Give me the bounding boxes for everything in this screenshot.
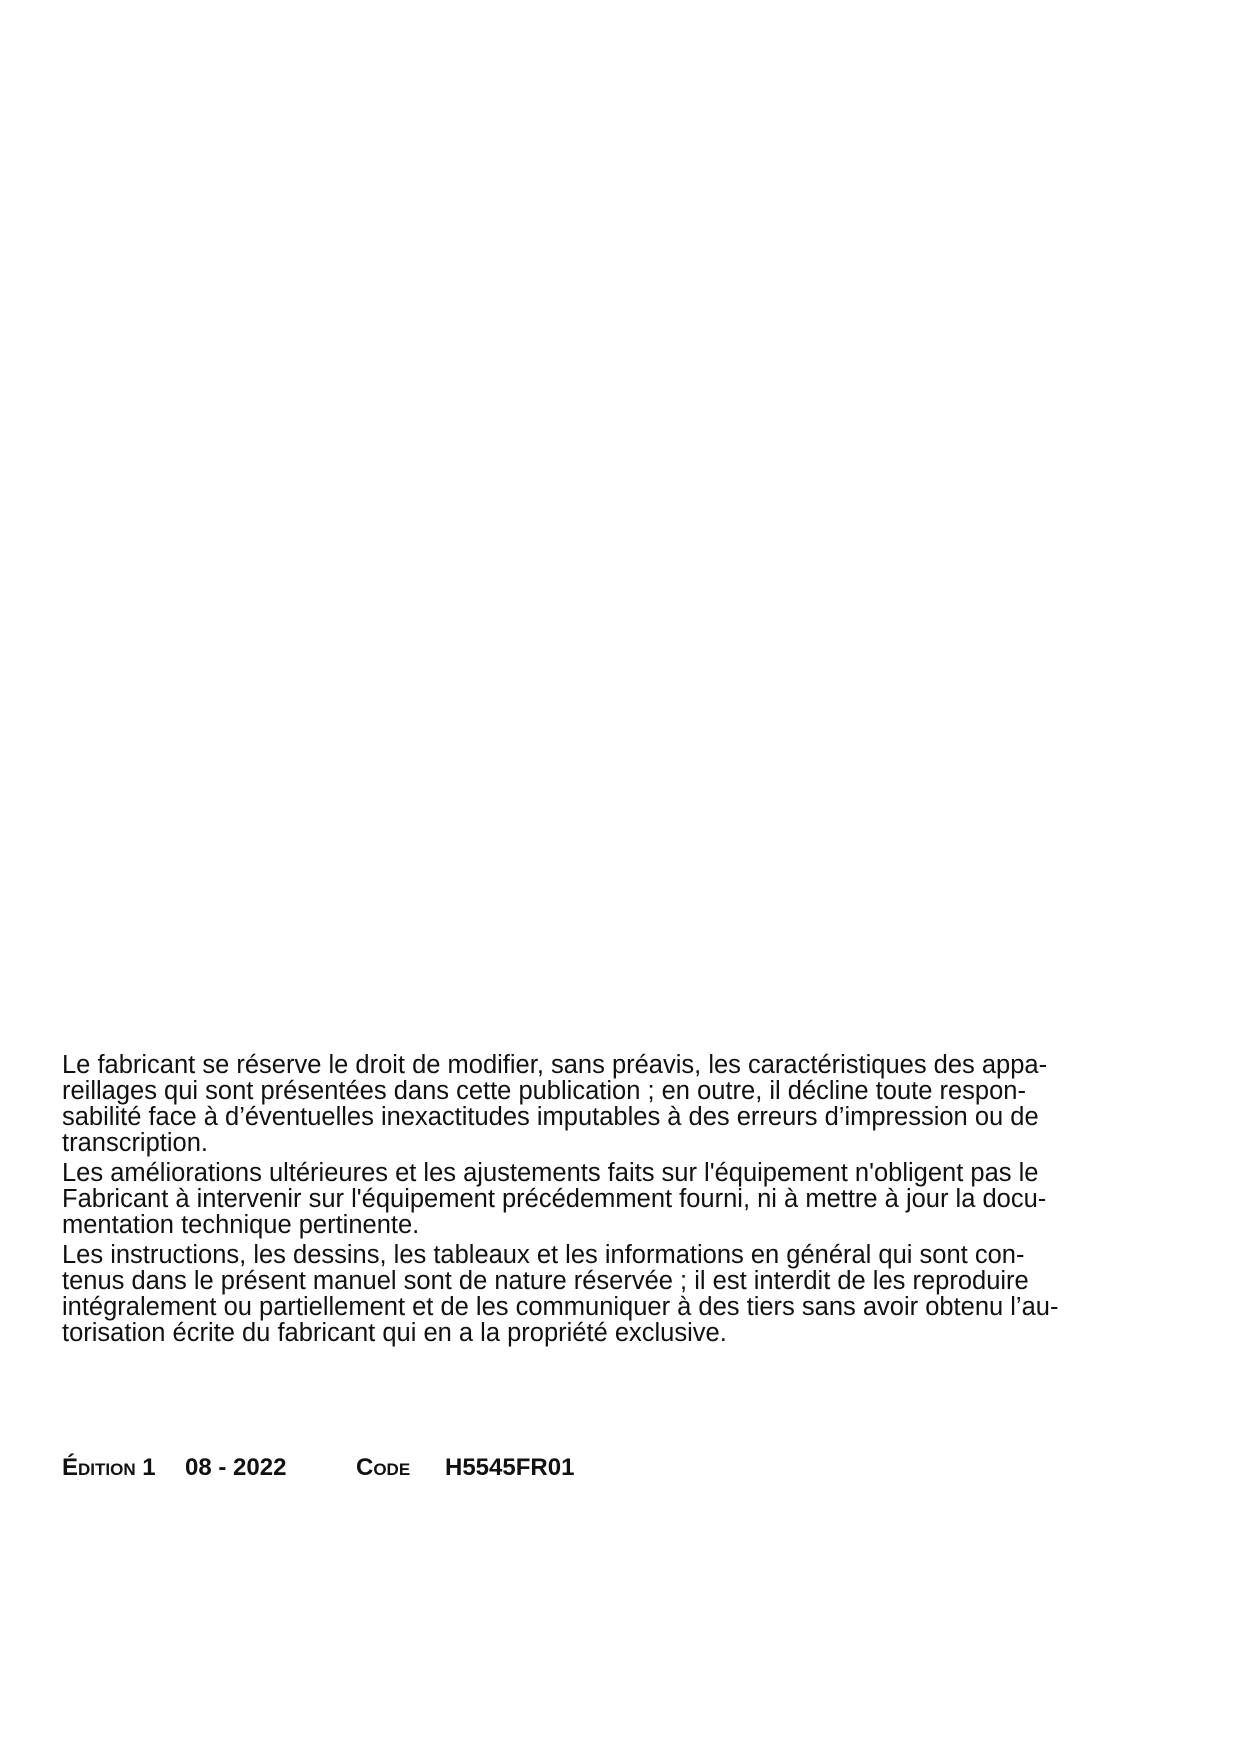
text-line: tenus dans le présent manuel sont de nature réservée ; il est interdit de les reproduire [62, 1267, 1029, 1295]
code-label: Code [356, 1454, 411, 1481]
legal-disclaimer [62, 1052, 1102, 1346]
text-line: Fabricant à intervenir sur l'équipement précédemment fourni, ni à mettre à jour la docu- [62, 1185, 1047, 1213]
disclaimer-paragraph-3 [62, 1242, 1102, 1346]
text-line: torisation écrite du fabricant qui en a la propriété exclusive. [62, 1319, 727, 1347]
disclaimer-paragraph-2 [62, 1160, 1102, 1238]
edition-label: Édition 1 [62, 1454, 156, 1481]
text-line: transcription. [62, 1129, 208, 1157]
text-line: Les instructions, les dessins, les tableaux et les informations en général qui sont con- [62, 1241, 1025, 1269]
text-line: Le fabricant se réserve le droit de modifier, sans préavis, les caractéristiques des appa- [62, 1051, 1048, 1079]
document-footer [62, 1453, 1162, 1483]
edition-date: 08 - 2022 [185, 1454, 287, 1481]
text-line: intégralement ou partiellement et de les communiquer à des tiers sans avoir obtenu l’au- [62, 1293, 1059, 1321]
text-line: mentation technique pertinente. [62, 1211, 420, 1239]
document-code: H5545FR01 [445, 1454, 575, 1481]
disclaimer-paragraph-1 [62, 1052, 1102, 1156]
text-line: sabilité face à d’éventuelles inexactitudes imputables à des erreurs d’impression ou de [62, 1103, 1039, 1131]
text-line: Les améliorations ultérieures et les ajustements faits sur l'équipement n'obligent pas le [62, 1159, 1039, 1187]
text-line: reillages qui sont présentées dans cette publication ; en outre, il décline toute respon- [62, 1077, 1026, 1105]
